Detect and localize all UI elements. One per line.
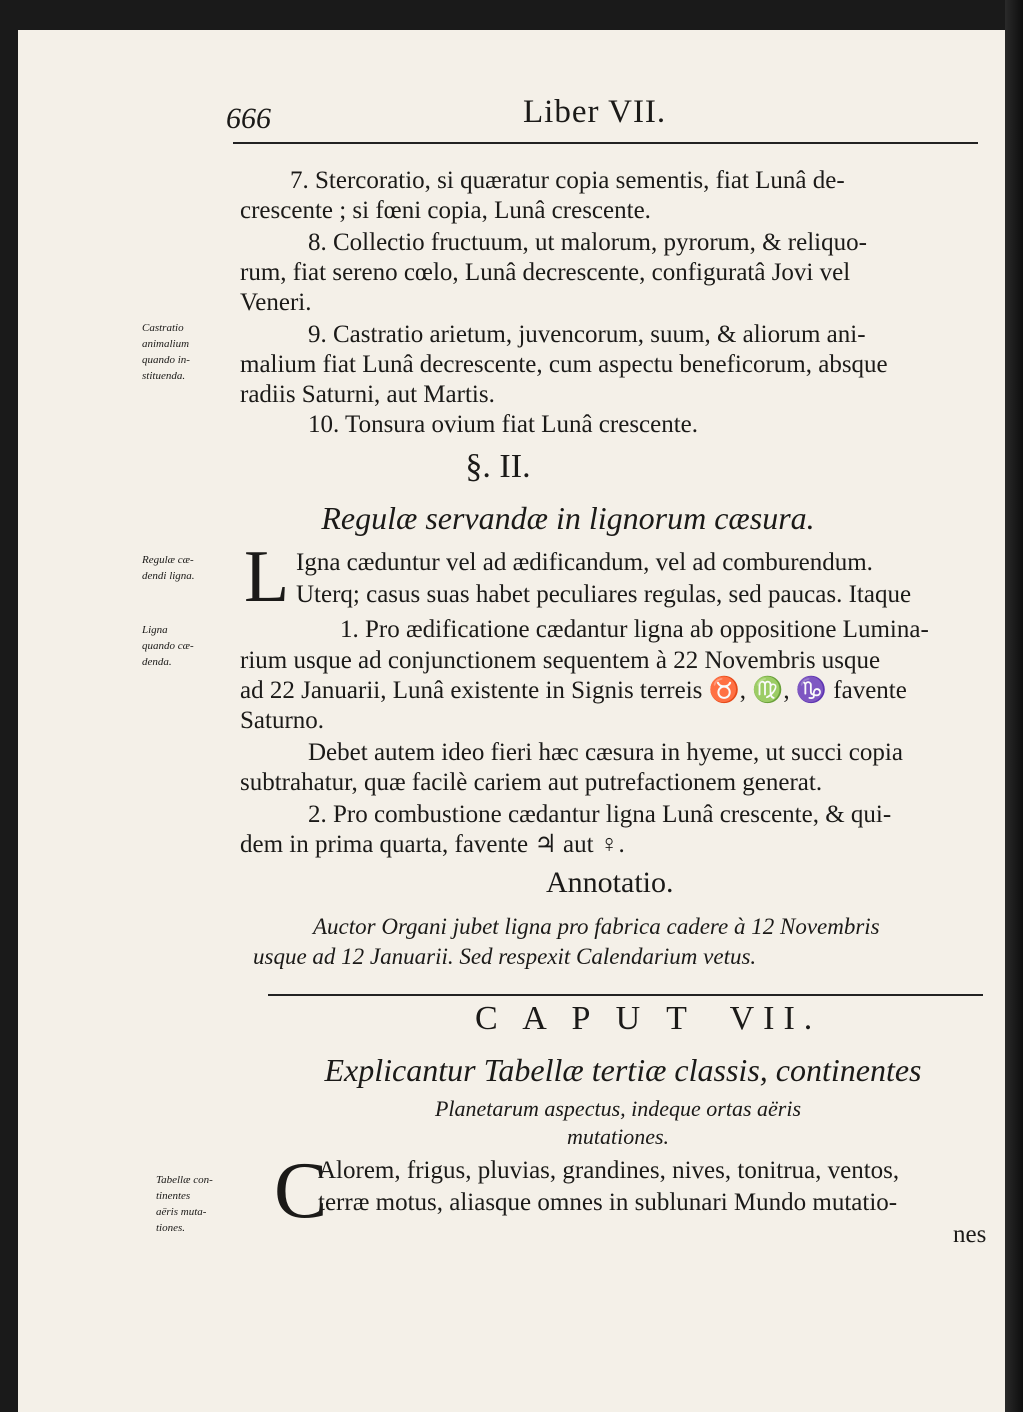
section-subheading: Regulæ servandæ in lignorum cæsura. xyxy=(321,500,815,536)
text-line: dem in prima quarta, favente ♃ aut ♀. xyxy=(240,831,625,858)
chapter-subtitle: Planetarum aspectus, indeque ortas aëris xyxy=(434,1096,802,1121)
text-line: Alorem, frigus, pluvias, grandines, nives, tonitrua, ventos, xyxy=(318,1157,900,1184)
margin-note-line: tiones. xyxy=(156,1222,186,1234)
running-title: Liber VII. xyxy=(523,94,667,130)
text-line: Saturno. xyxy=(240,707,325,734)
text-line: Igna cæduntur vel ad ædificandum, vel ad comburendum. xyxy=(296,549,873,576)
margin-note-regulae xyxy=(142,552,195,584)
margin-note-tabellae xyxy=(156,1172,213,1236)
dropcap: C xyxy=(274,1147,328,1235)
margin-note-line: animalium xyxy=(142,338,190,350)
text-line: 10. Tonsura ovium fiat Lunâ crescente. xyxy=(308,411,699,438)
text-line: terræ motus, aliasque omnes in sublunari Mundo mutatio- xyxy=(318,1189,898,1216)
margin-note-line: Regulæ cæ- xyxy=(142,554,194,566)
margin-note-line: Tabellæ con- xyxy=(156,1174,213,1186)
margin-note-line: quando in- xyxy=(142,354,190,366)
book-binding-edge xyxy=(1005,0,1023,1412)
margin-note-line: Castratio xyxy=(142,322,184,334)
annotation-line: usque ad 12 Januarii. Sed respexit Calendarium vetus. xyxy=(253,944,757,969)
annotation-line: Auctor Organi jubet ligna pro fabrica cadere à 12 Novembris xyxy=(313,914,880,939)
section-heading xyxy=(18,448,1008,486)
text-line: 9. Castratio arietum, juvencorum, suum, & aliorum ani- xyxy=(308,321,866,348)
chapter-subtitle: Explicantur Tabellæ tertiæ classis, continentes xyxy=(324,1052,922,1088)
text-line: 2. Pro combustione cædantur ligna Lunâ crescente, & qui- xyxy=(308,801,892,828)
text-line: crescente ; si fœni copia, Lunâ crescente. xyxy=(240,197,651,224)
text-line: radiis Saturni, aut Martis. xyxy=(240,381,495,408)
section-heading-text: §. II. xyxy=(465,448,531,485)
margin-note-line: denda. xyxy=(142,656,172,668)
text-line: Debet autem ideo fieri hæc cæsura in hyeme, ut succi copia xyxy=(308,739,903,766)
header-rule xyxy=(233,142,978,144)
text-line: malium fiat Lunâ decrescente, cum aspectu beneficorum, absque xyxy=(240,351,888,378)
text-line: 8. Collectio fructuum, ut malorum, pyrorum, & reliquo- xyxy=(308,229,867,256)
margin-note-line: dendi ligna. xyxy=(142,570,195,582)
text-line: nes xyxy=(953,1221,987,1248)
annotation-heading: Annotatio. xyxy=(546,866,674,899)
chapter-subtitle: mutationes. xyxy=(566,1124,670,1149)
text-line: rium usque ad conjunctionem sequentem à 22 Novembris usque xyxy=(240,647,881,674)
dropcap: L xyxy=(244,536,290,618)
margin-note-line: aëris muta- xyxy=(156,1206,207,1218)
margin-note-line: tinentes xyxy=(156,1190,191,1202)
text-line: 1. Pro ædificatione cædantur ligna ab oppositione Lumina- xyxy=(340,616,929,643)
page-number: 666 xyxy=(226,102,271,135)
text-line: Uterq; casus suas habet peculiares regulas, sed paucas. Itaque xyxy=(296,581,912,608)
margin-note-line: stituenda. xyxy=(142,370,186,382)
book-page xyxy=(18,30,1008,1412)
text-line: Veneri. xyxy=(240,289,312,316)
chapter-title: C A P U T VII. xyxy=(475,1000,822,1037)
text-line: rum, fiat sereno cœlo, Lunâ decrescente, configuratâ Jovi vel xyxy=(240,259,851,286)
text-line: subtrahatur, quæ facilè cariem aut putrefactionem generat. xyxy=(240,769,823,796)
chapter-rule xyxy=(268,994,983,996)
margin-note-line: Ligna xyxy=(142,624,168,636)
margin-note-line: quando cæ- xyxy=(142,640,194,652)
margin-note-ligna xyxy=(142,622,194,670)
text-line: ad 22 Januarii, Lunâ existente in Signis terreis ♉, ♍, ♑ favente xyxy=(240,677,907,704)
margin-note-castratio xyxy=(142,320,190,384)
text-line: 7. Stercoratio, si quæratur copia sementis, fiat Lunâ de- xyxy=(290,167,845,194)
